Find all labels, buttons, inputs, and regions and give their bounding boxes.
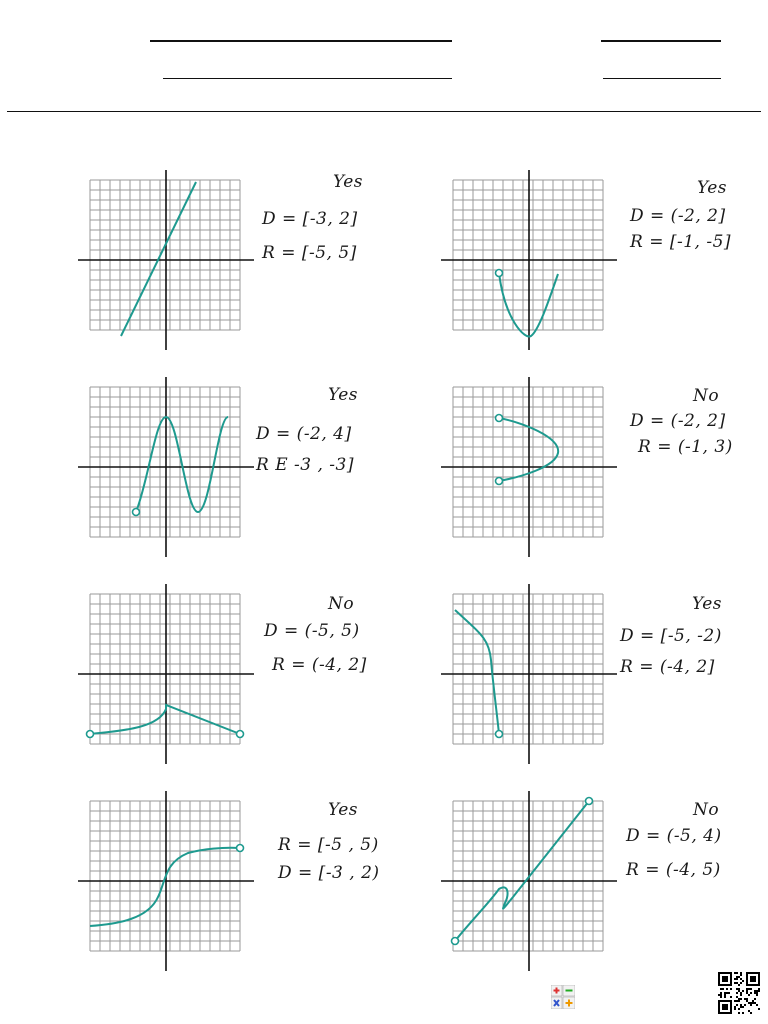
open-endpoint <box>586 798 593 805</box>
header-divider <box>7 111 761 112</box>
graph-3 <box>78 377 254 557</box>
open-endpoint <box>452 938 459 945</box>
domain-4: D = (-2, 2] <box>630 411 726 431</box>
calculator-icon <box>551 985 575 1009</box>
domain-8: D = (-5, 4) <box>626 826 722 846</box>
open-endpoint <box>496 478 503 485</box>
graph-4 <box>441 377 617 557</box>
domain-3: D = (-2, 4] <box>256 424 352 444</box>
range-5: R = (-4, 2] <box>272 655 367 675</box>
open-endpoint <box>87 731 94 738</box>
open-endpoint <box>496 415 503 422</box>
domain-6: D = [-5, -2) <box>620 626 722 646</box>
range-7: R = [-5 , 5) <box>278 835 379 855</box>
function-curve <box>455 610 499 734</box>
range-6: R = (-4, 2] <box>620 657 715 677</box>
verdict-4: No <box>693 386 720 406</box>
range-3: R E -3 , -3] <box>256 455 354 475</box>
open-endpoint <box>133 509 140 516</box>
graph-6 <box>441 584 617 764</box>
open-endpoint <box>496 270 503 277</box>
graph-5 <box>78 584 254 764</box>
verdict-3: Yes <box>328 385 359 405</box>
function-curve <box>90 848 240 926</box>
graph-7 <box>78 791 254 971</box>
range-8: R = (-4, 5) <box>626 860 721 880</box>
range-2: R = [-1, -5] <box>630 232 732 252</box>
name-line <box>150 40 452 42</box>
verdict-8: No <box>693 800 720 820</box>
graph-2 <box>441 170 617 350</box>
function-curve <box>121 182 196 336</box>
period-line <box>163 78 452 79</box>
domain-1: D = [-3, 2] <box>262 209 358 229</box>
function-curve <box>90 705 240 734</box>
open-endpoint <box>237 845 244 852</box>
domain-5: D = (-5, 5) <box>264 621 360 641</box>
graph-1 <box>78 170 254 350</box>
open-endpoint <box>496 731 503 738</box>
class-line <box>603 78 721 79</box>
verdict-5: No <box>328 594 355 614</box>
graph-8 <box>441 791 617 971</box>
domain-7: D = [-3 , 2) <box>278 863 380 883</box>
open-endpoint <box>237 731 244 738</box>
range-1: R = [-5, 5] <box>262 243 357 263</box>
date-line <box>601 40 721 42</box>
qr-code-icon <box>718 972 760 1014</box>
range-4: R = (-1, 3) <box>638 437 733 457</box>
verdict-6: Yes <box>692 594 723 614</box>
verdict-2: Yes <box>697 178 728 198</box>
domain-2: D = (-2, 2] <box>630 206 726 226</box>
verdict-1: Yes <box>333 172 364 192</box>
verdict-7: Yes <box>328 800 359 820</box>
